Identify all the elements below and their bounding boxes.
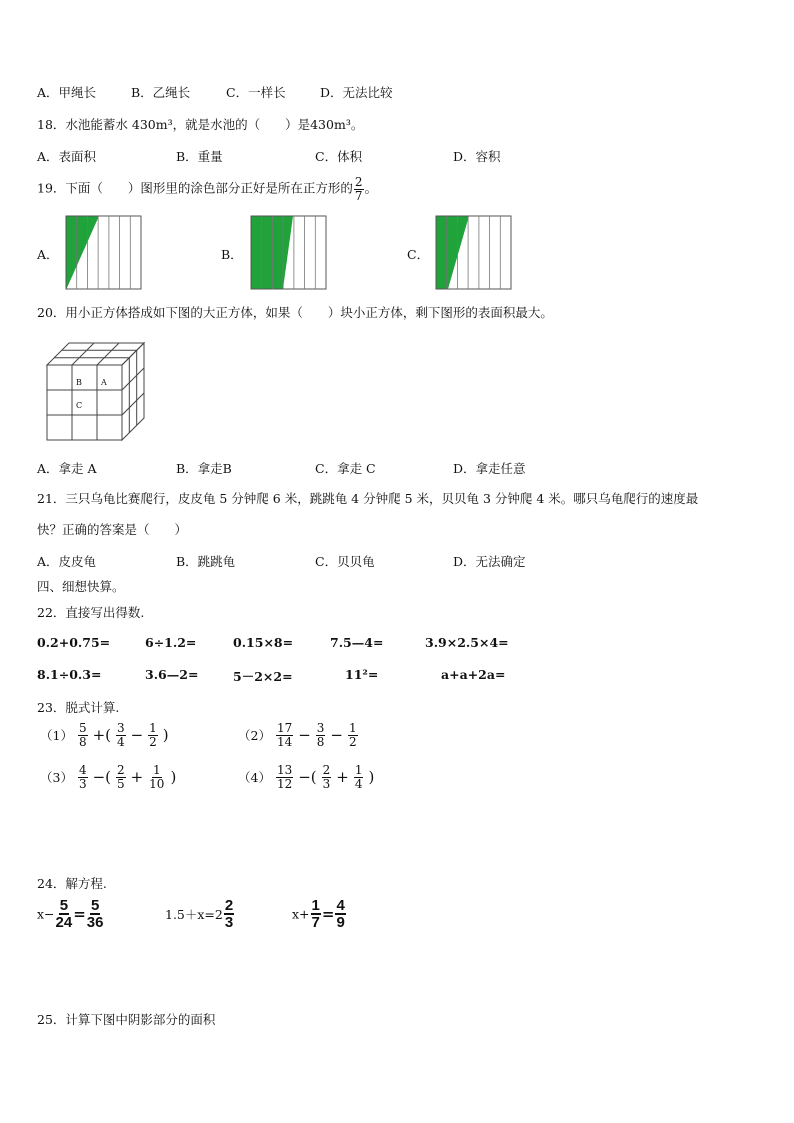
- q24-equation-2: 1.5＋x=2 $\frac{2}{3}$: [165, 897, 234, 931]
- q17-option-b: B．乙绳长: [131, 85, 191, 100]
- q23-label-2: （2）: [238, 728, 271, 744]
- q23-stem: 23．脱式计算.: [37, 700, 120, 715]
- q20-option-d: D．拿走任意: [453, 461, 526, 476]
- cube-label-a: A: [101, 378, 107, 387]
- q19-label-a: A．: [37, 247, 59, 262]
- q20-option-c: C．拿走 C: [315, 461, 376, 476]
- fraction: $\frac{2}{3}$: [322, 763, 331, 791]
- q18-option-b: B．重量: [176, 149, 223, 164]
- fraction: $\frac{17}{14}$: [276, 721, 293, 749]
- cube-label-c: C: [76, 401, 83, 410]
- section-title: 四、细想快算。: [37, 579, 125, 594]
- q19-stem-text: 19．下面（ ）图形里的涂色部分正好是所在正方形的: [37, 180, 353, 196]
- q21-stem-line2: 快？正确的答案是（ ）: [37, 522, 188, 537]
- q20-stem: 20．用小正方体搭成如下图的大正方体，如果（ ）块小正方体，剩下图形的表面积最大。: [37, 305, 553, 320]
- fraction: $\frac{1}{7}$: [311, 897, 320, 931]
- q22-item: 7.5—4=: [330, 635, 384, 650]
- q17-option-a: A．甲绳长: [37, 85, 97, 100]
- q22-item: 11²=: [345, 667, 379, 682]
- fraction: $\frac{1}{4}$: [354, 763, 363, 791]
- q24-stem: 24．解方程.: [37, 876, 107, 891]
- q21-option-b: B．跳跳龟: [176, 554, 236, 569]
- q19-c-shade: [436, 216, 469, 289]
- q21-option-d: D．无法确定: [453, 554, 526, 569]
- cube-label-b: B: [76, 378, 82, 387]
- q22-stem: 22．直接写出得数.: [37, 605, 145, 620]
- q19-frac-numerator: 2: [354, 175, 363, 189]
- q19-stem-end: 。: [364, 180, 378, 196]
- q23-label-3: （3）: [40, 770, 73, 786]
- q22-item: 8.1÷0.3=: [37, 667, 102, 682]
- q22-item: 5－2×2=: [233, 669, 293, 684]
- fraction: $\frac{3}{8}$: [316, 721, 325, 749]
- q22-item: 3.6—2=: [145, 667, 199, 682]
- q22-item: a+a+2a=: [441, 667, 506, 682]
- q20-option-a: A．拿走 A: [37, 461, 97, 476]
- q25-stem: 25．计算下图中阴影部分的面积: [37, 1012, 216, 1027]
- q19-fraction: [354, 176, 364, 202]
- q19-label-c: C．: [407, 247, 430, 262]
- q21-option-a: A．皮皮龟: [37, 554, 97, 569]
- q24-equation-3: x+ $\frac{1}{7}$ = $\frac{4}{9}$: [292, 897, 345, 931]
- q19-stem: [37, 176, 377, 202]
- fraction: $\frac{1}{2}$: [348, 721, 357, 749]
- q23-label-1: （1）: [40, 728, 73, 744]
- fraction: $\frac{3}{4}$: [116, 721, 125, 749]
- fraction: $\frac{5}{36}$: [86, 897, 104, 931]
- fraction: $\frac{5}{8}$: [78, 721, 87, 749]
- q22-item: 0.15×8=: [233, 635, 294, 650]
- fraction: $\frac{4}{9}$: [336, 897, 345, 931]
- q17-option-c: C．一样长: [226, 85, 286, 100]
- fraction: $\frac{1}{2}$: [149, 721, 157, 749]
- q17-option-d: D．无法比较: [320, 85, 393, 100]
- q19-frac-denominator: 7: [354, 188, 363, 203]
- q22-item: 3.9×2.5×4=: [425, 635, 509, 650]
- q21-stem-line1: 21．三只乌龟比赛爬行，皮皮龟 5 分钟爬 6 米，跳跳龟 4 分钟爬 5 米，贝贝龟 3 分钟爬 4 米。哪只乌龟爬行的速度最: [37, 491, 699, 506]
- q20-option-b: B．拿走B: [176, 461, 232, 476]
- q24-equation-1: x− $\frac{5}{24}$ = $\frac{5}{36}$: [37, 897, 104, 931]
- fraction: $\frac{1}{10}$: [149, 763, 165, 791]
- q19-a-shade: [66, 216, 99, 290]
- fraction: $\frac{4}{3}$: [78, 763, 87, 791]
- q23-problem-1: （1） $\frac{5}{8}$ +( $\frac{3}{4}$ − $\frac{1}{2}$ ): [40, 721, 169, 749]
- q20-cube-figure: [47, 343, 147, 441]
- q19-label-b: B．: [221, 247, 243, 262]
- fraction: $\frac{2}{3}$: [224, 897, 234, 931]
- q19-figure-b: [251, 216, 327, 290]
- q18-option-d: D．容积: [453, 149, 501, 164]
- q21-option-c: C．贝贝龟: [315, 554, 375, 569]
- q23-problem-3: （3） $\frac{4}{3}$ −( $\frac{2}{5}$ + $\frac{1}{10}$ ): [40, 763, 177, 791]
- q23-problem-2: （2） $\frac{17}{14}$ − $\frac{3}{8}$ − $\frac{1}{2}$: [238, 721, 357, 749]
- q18-stem: 18．水池能蓄水 430m³，就是水池的（ ）是430m³。: [37, 117, 364, 132]
- fraction: $\frac{2}{5}$: [116, 763, 125, 791]
- q19-figure-c: [436, 216, 512, 290]
- fraction: $\frac{5}{24}$: [55, 897, 73, 931]
- q22-item: 0.2+0.75=: [37, 635, 111, 650]
- q23-problem-4: （4） $\frac{13}{12}$ −( $\frac{2}{3}$ + $\frac{1}{4}$ ): [238, 763, 375, 791]
- q23-label-4: （4）: [238, 770, 271, 786]
- q18-option-a: A．表面积: [37, 149, 97, 164]
- q18-option-c: C．体积: [315, 149, 363, 164]
- q19-figure-a: [66, 216, 142, 290]
- fraction: $\frac{13}{12}$: [276, 763, 293, 791]
- q22-item: 6÷1.2=: [145, 635, 197, 650]
